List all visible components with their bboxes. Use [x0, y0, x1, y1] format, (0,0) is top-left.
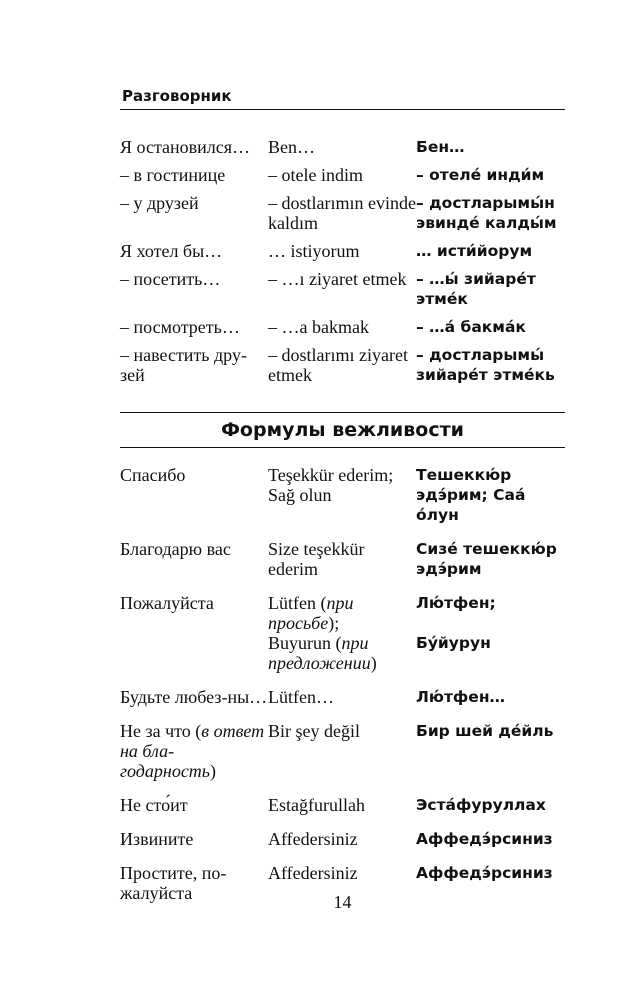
- pronunciation: – отеле́ инди́м: [416, 166, 545, 184]
- russian-phrase: – посмотреть…: [120, 317, 240, 337]
- turkish-phrase: Affedersiniz: [268, 863, 358, 883]
- turkish-phrase: Affedersiniz: [268, 829, 358, 849]
- table-row: [120, 137, 565, 165]
- turkish-phrase: – …ı ziyaret etmek: [268, 269, 407, 289]
- table-row: [120, 465, 565, 539]
- russian-phrase: Я хотел бы…: [120, 241, 223, 261]
- turkish-phrase: … istiyorum: [268, 241, 360, 261]
- table-row: [120, 269, 565, 317]
- turkish-phrase: – otele indim: [268, 165, 363, 185]
- russian-phrase: Не за что: [120, 721, 191, 741]
- turkish-phrase: Lütfen: [268, 593, 316, 613]
- usage-note: в ответ на бла-годарность: [120, 721, 265, 781]
- turkish-phrase: Ben…: [268, 137, 315, 157]
- pronunciation: Бир шей де́йль: [416, 722, 554, 740]
- turkish-phrase: Bir şey değil: [268, 721, 360, 741]
- russian-phrase: Я остановился…: [120, 137, 251, 157]
- usage-note: при просьбе: [268, 593, 354, 633]
- table-row: [120, 593, 565, 687]
- russian-phrase: Простите, по-жалуйста: [120, 863, 227, 903]
- turkish-phrase: Lütfen…: [268, 687, 334, 707]
- turkish-phrase: – …a bakmak: [268, 317, 369, 337]
- table-row: [120, 193, 565, 241]
- section-title: Формулы вежливости: [120, 412, 565, 448]
- russian-phrase: Спасибо: [120, 465, 186, 485]
- turkish-phrase-line: Lütfen (при просьбе);: [268, 593, 354, 633]
- russian-phrase: – у друзей: [120, 193, 199, 213]
- pronunciation: – …а́ бакма́к: [416, 318, 526, 336]
- russian-phrase-cell: Не за что (в ответ на бла-годарность): [120, 721, 265, 781]
- table-row: [120, 539, 565, 593]
- pronunciation: Аффедэ́рсиниз: [416, 830, 553, 848]
- phrase-table-stay: [120, 137, 565, 393]
- running-head: [120, 87, 565, 110]
- book-page: [120, 0, 565, 1000]
- table-row: [120, 241, 565, 269]
- turkish-phrase: – dostlarımı ziyaret etmek: [268, 345, 408, 385]
- phrase-table-politeness: [120, 465, 565, 917]
- pronunciation: Эста́фуруллах: [416, 796, 546, 814]
- turkish-phrase: Teşekkür ederim; Sağ olun: [268, 465, 394, 505]
- pronunciation: Лю́тфен…: [416, 688, 506, 706]
- russian-phrase: Благодарю вас: [120, 539, 231, 559]
- pronunciation: – достларымы́н эвинде́ калды́м: [416, 194, 557, 232]
- table-row: [120, 687, 565, 721]
- pronunciation-cell: [416, 593, 565, 687]
- russian-phrase: – посетить…: [120, 269, 221, 289]
- table-row: [120, 345, 565, 393]
- table-row: [120, 721, 565, 795]
- turkish-phrase: Buyurun: [268, 633, 331, 653]
- turkish-phrase: Estağfurullah: [268, 795, 365, 815]
- usage-note: при предложении: [268, 633, 371, 673]
- turkish-phrase: Size teşekkür ederim: [268, 539, 365, 579]
- pronunciation: … исти́йорум: [416, 242, 533, 260]
- russian-phrase: – в гостинице: [120, 165, 226, 185]
- table-row: [120, 829, 565, 863]
- russian-phrase: – навестить дру-зей: [120, 345, 247, 385]
- pronunciation: Бен…: [416, 138, 465, 156]
- russian-phrase: Извините: [120, 829, 194, 849]
- pronunciation: Лю́тфен;: [416, 594, 496, 612]
- page-number: 14: [333, 892, 352, 912]
- pronunciation: Сизе́ тешеккю́р эдэ́рим: [416, 540, 557, 578]
- table-row: [120, 317, 565, 345]
- running-head-title: Разговорник: [122, 87, 232, 105]
- turkish-phrase-line: Buyurun (при предложении): [268, 633, 377, 673]
- pronunciation: – достларымы́ зийаре́т этме́кь: [416, 346, 555, 384]
- pronunciation: Аффедэ́рсиниз: [416, 864, 553, 882]
- russian-phrase: Пожалуйста: [120, 593, 214, 613]
- table-row: [120, 795, 565, 829]
- russian-phrase: Не сто́ит: [120, 795, 188, 815]
- table-row: [120, 165, 565, 193]
- pronunciation: Тешеккю́р эдэ́рим; Саа́ о́лун: [416, 466, 526, 524]
- russian-phrase: Будьте любез-ны…: [120, 687, 268, 707]
- pronunciation: – …ы́ зийаре́т этме́к: [416, 270, 536, 308]
- turkish-phrase-cell: [268, 593, 416, 687]
- turkish-phrase: – dostlarımın evinde kaldım: [268, 193, 416, 233]
- pronunciation: Бу́йурун: [416, 634, 491, 652]
